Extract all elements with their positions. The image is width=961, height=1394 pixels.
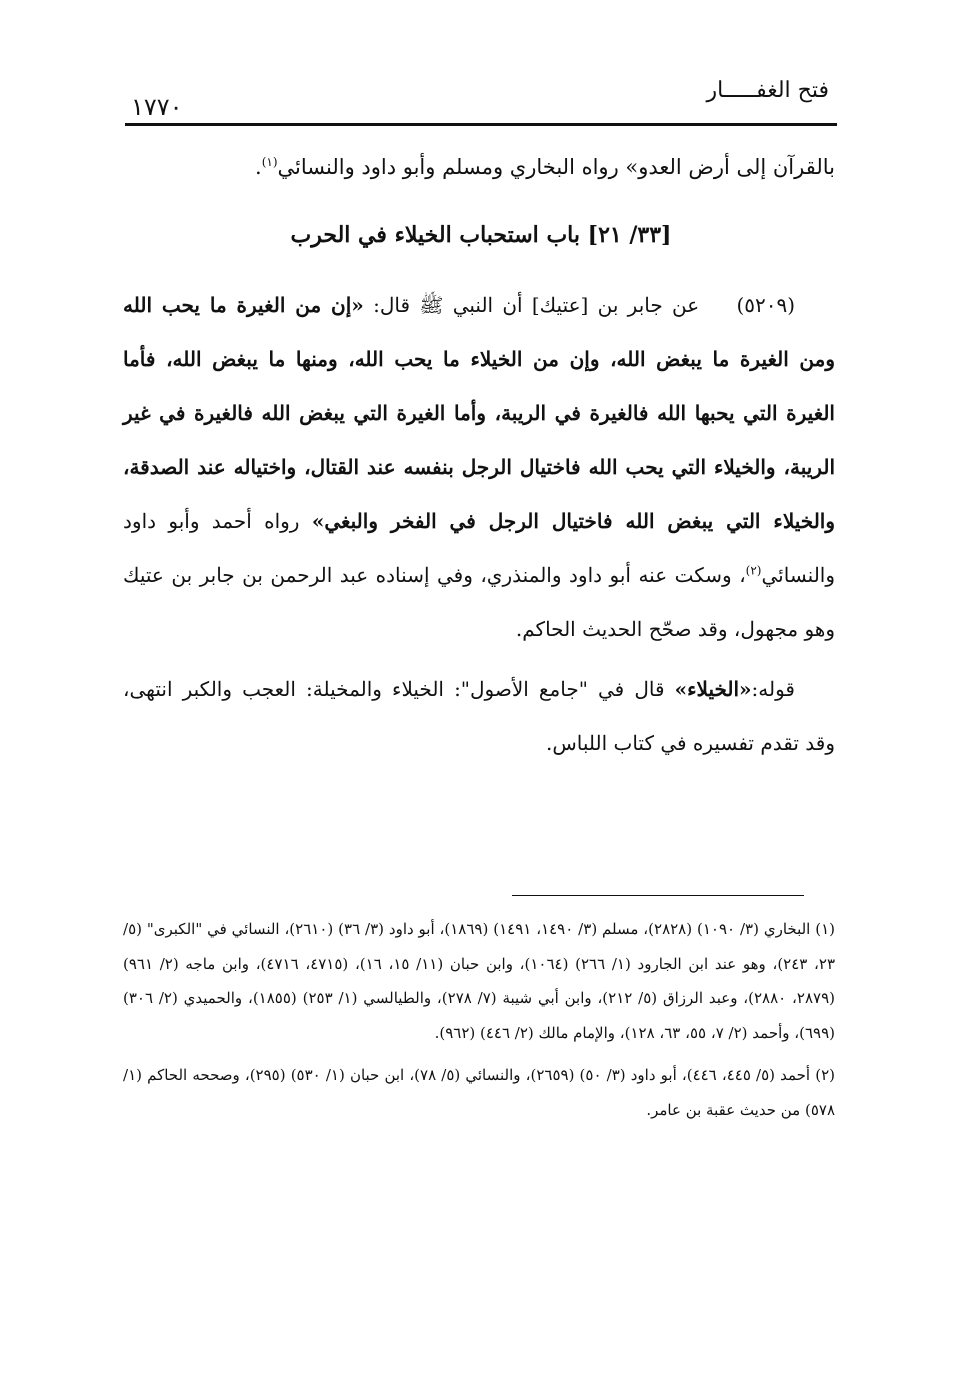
hadith-paragraph: [123, 278, 835, 656]
hadith-quote: «إن من الغيرة ما يحب الله ومن الغيرة ما يبغض الله، وإن من الخيلاء ما يحب الله، ومنها ما يبغض الله، فأما الغيرة التي يحبها الله فالغيرة في الريبة، وأما الغيرة التي يبغض الله فالغيرة في غير الريبة، والخيلاء التي يحب الله فاختيال الرجل بنفسه عند القتال، واختياله عند الصدقة، والخيلاء التي يبغض الله فاختيال الرجل في الفخر والبغي»: [123, 293, 836, 533]
commentary-text: قال في "جامع الأصول": الخيلاء والمخيلة: العجب والكبر انتهى، وقد تقدم تفسيره في كتاب اللباس.: [123, 677, 835, 755]
hadith-number: (٥٢٠٩): [736, 293, 796, 317]
hadith-attribution: رواه أحمد وأبو داود والنسائي: [123, 509, 835, 587]
chapter-heading: [٣٣/ ٢١] باب استحباب الخيلاء في الحرب: [290, 222, 672, 248]
running-title: فتح الغفـــــار: [706, 78, 829, 103]
footnote-1: (١) البخاري (٣/ ١٠٩٠) (٢٨٢٨)، مسلم (٣/ ١٤٩٠، ١٤٩١) (١٨٦٩)، أبو داود (٣/ ٣٦) (٢٦١٠)، النسائي في "الكبرى" (٥/ ٢٣، ٢٤٣)، وهو عند ابن الجارود (١/ ٢٦٦) (١٠٦٤)، وابن حبان (١١/ ١٥، ١٦)، (٤٧١٥، ٤٧١٦)، وابن ماجه (٢/ ٩٦١) (٢٨٧٩، ٢٨٨٠)، وعبد الرزاق (٥/ ٢١٢)، وابن أبي شيبة (٧/ ٢٧٨)، والطيالسي (١/ ٢٥٣) (١٨٥٥)، والحميدي (٢/ ٣٠٦) (٦٩٩)، وأحمد (٢/ ٧، ٥٥، ٦٣، ١٢٨)، والإمام مالك (٢/ ٤٤٦) (٩٦٢).: [123, 920, 836, 1042]
hadith-intro: عن جابر بن [عتيك] أن النبي ﷺ قال:: [373, 293, 700, 317]
commentary-word: «الخيلاء»: [674, 677, 752, 701]
footnote-2: (٢) أحمد (٥/ ٤٤٥، ٤٤٦)، أبو داود (٣/ ٥٠) (٢٦٥٩)، والنسائي (٥/ ٧٨)، ابن حبان (١/ ٥٣٠) (٢٩٥)، وصححه الحاكم (١/ ٥٧٨) من حديث عقبة بن عامر.: [123, 1066, 835, 1119]
carry-over-period: .: [255, 155, 262, 179]
page-number: ١٧٧٠: [131, 93, 183, 121]
footnote-divider: [512, 895, 804, 896]
page-header: [125, 74, 837, 126]
main-text: [123, 278, 835, 770]
commentary-lead: قوله:: [751, 677, 795, 701]
footnote-ref-2[interactable]: (٢): [745, 563, 762, 578]
footnotes: [123, 912, 835, 1127]
hadith-grading: ، وسكت عنه أبو داود والمنذري، وفي إسناده عبد الرحمن بن جابر بن عتيك وهو مجهول، وقد صحّح الحديث الحاكم.: [123, 563, 835, 641]
header-rule: [125, 123, 837, 126]
commentary-paragraph: [123, 662, 835, 770]
carry-over-sentence: بالقرآن إلى أرض العدو» رواه البخاري ومسلم وأبو داود والنسائي: [277, 155, 835, 179]
carry-over-text: [123, 152, 835, 182]
footnote-ref-1[interactable]: (١): [261, 155, 278, 169]
